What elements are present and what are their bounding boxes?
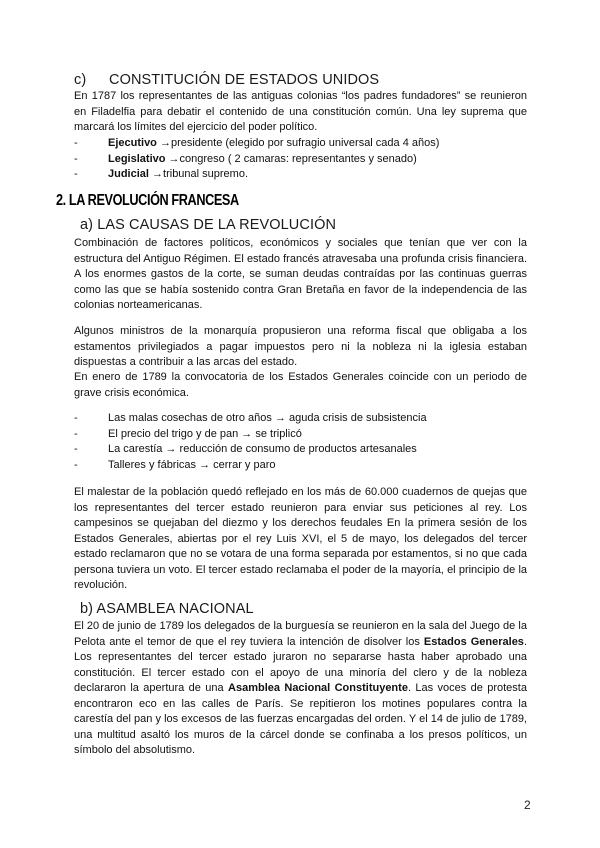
section-c-list	[74, 136, 534, 183]
bold-estados-generales: Estados Generales	[423, 635, 524, 648]
list-item: - Legislativo →congreso ( 2 camaras: representantes y senado)	[74, 152, 417, 165]
section-a-list	[74, 411, 534, 473]
heading-revolucion-francesa: 2. LA REVOLUCIÓN FRANCESA	[56, 192, 239, 209]
section-a-paragraph-4: El malestar de la población quedó reflejado en los más de 60.000 cuadernos de quejas que los representantes del tercer estado reunieron para enviar sus peticiones al rey. Los campesinos se quejaban del diezmo y los derechos feudales En la primera sesión de los Estados Generales, abiertas por el rey Luis XVI, el 5 de mayo, los delegados del tercer estado reclamaron que no se votara de una forma separada por estamentos, si no que cada persona tuviera un voto. El tercer estado reclamaba el poder de la mayoría, el principio de la revolución.	[74, 486, 527, 591]
list-item: - Talleres y fábricas → cerrar y paro	[74, 458, 276, 471]
section-a-paragraph-2: Algunos ministros de la monarquía propusieron una reforma fiscal que obligaba a los estamentos privilegiados a pagar impuestos pero ni la nobleza ni la iglesia estaban dispuestas a contribuir a las arcas del estado.	[74, 325, 527, 368]
section-c-paragraph: En 1787 los representantes de las antiguas colonias “los padres fundadores” se reunieron en Filadelfia para debatir el contenido de una constitución común. Una ley suprema que marcará los límites del ejercicio del poder político.	[74, 90, 527, 133]
section-a-paragraph-1: Combinación de factores políticos, económicos y sociales que tenían que ver con la estructura del Antiguo Régimen. El estado francés atravesaba una profunda crisis financiera. A los enormes gastos de la corte, se suman deudas contraídas por las continuas guerras como las que se había sostenido contra Gran Bretaña en favor de la independencia de las colonias norteamericanas.	[74, 237, 527, 311]
section-b-title: b) ASAMBLEA NACIONAL	[80, 601, 254, 617]
list-item: - Ejecutivo →presidente (elegido por sufragio universal cada 4 años)	[74, 137, 440, 149]
list-item: - La carestía → reducción de consumo de productos artesanales	[74, 443, 417, 456]
list-item: - Las malas cosechas de otro años → aguda crisis de subsistencia	[74, 412, 427, 424]
list-item: - Judicial →tribunal supremo.	[74, 168, 249, 181]
section-b-paragraph: El 20 de junio de 1789 los delegados de la burguesía se reunieron en la sala del Juego de la Pelota ante el temor de que el rey tuviera la intención de disolver los Estados Generales. Los representantes del tercer estado juraron no separarse hasta haber aprobado una constitución. El tercer estado con el apoyo de una minoría del clero y de la nobleza declararon la apertura de una Asamblea Nacional Constituyente. Las voces de protesta encontraron eco en las calles de París. Se repitieron los motines populares contra la carestía del pan y los excesos de las fuerzas encargadas del orden. Y el 14 de julio de 1789, una multitud asaltó los muros de la cárcel donde se confinaba a los presos políticos, un símbolo del absolutismo.	[74, 620, 527, 756]
section-a-paragraph-3: En enero de 1789 la convocatoria de los Estados Generales coincide con un periodo de grave crisis económica.	[74, 371, 527, 399]
section-a-title: a) LAS CAUSAS DE LA REVOLUCIÓN	[80, 217, 337, 233]
section-c-title: CONSTITUCIÓN DE ESTADOS UNIDOS	[109, 72, 380, 88]
section-c-letter: c)	[74, 72, 87, 88]
bold-asamblea-nacional: Asamblea Nacional Constituyente	[228, 682, 408, 694]
section-c-heading	[74, 72, 379, 88]
page-number: 2	[524, 798, 531, 812]
list-item: - El precio del trigo y de pan → se triplicó	[74, 427, 302, 440]
